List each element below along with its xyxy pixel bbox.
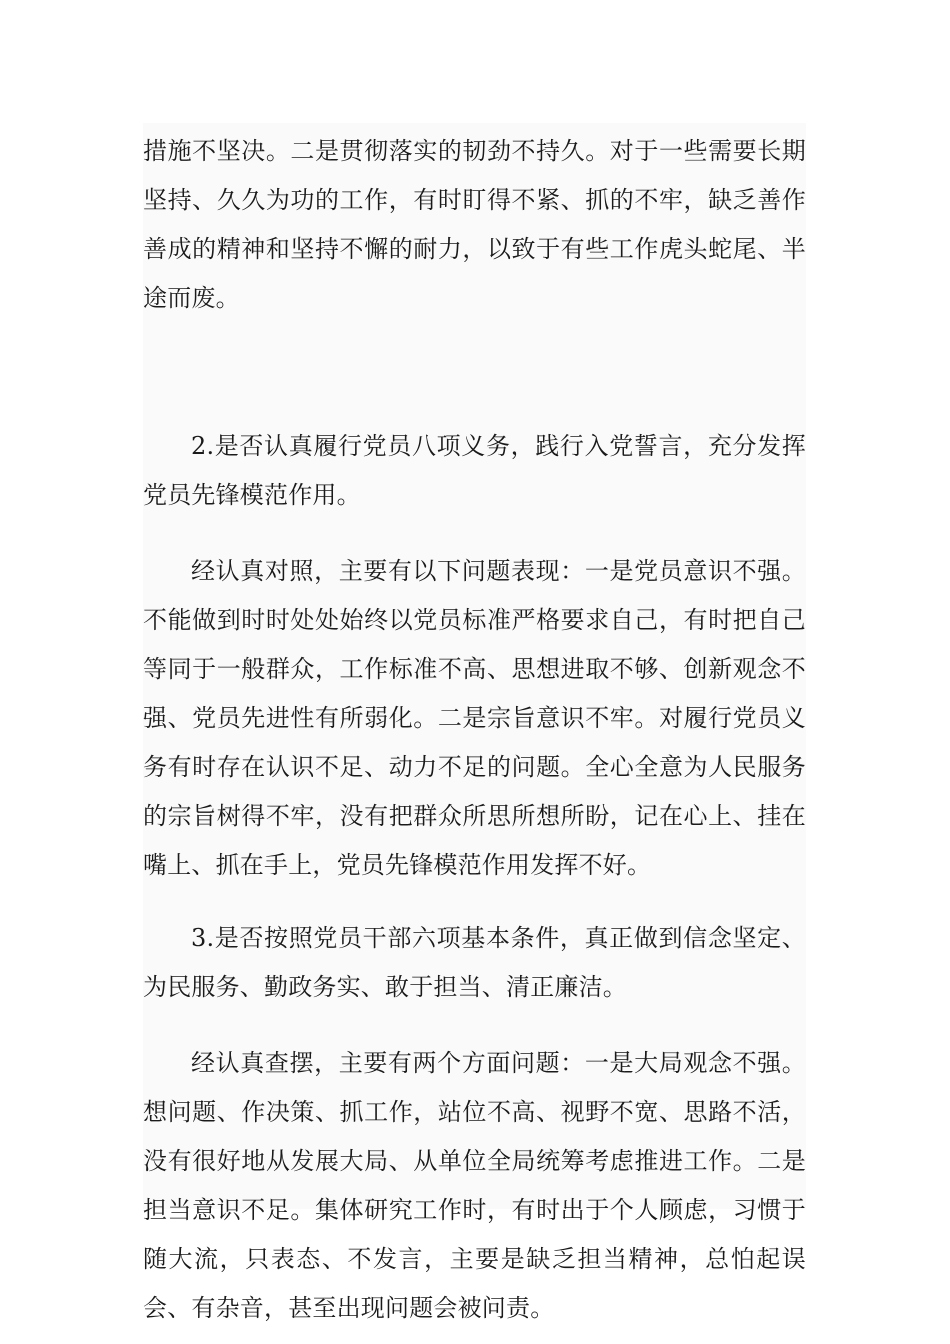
paragraph-body: 经认真对照，主要有以下问题表现：一是党员意识不强。不能做到时时处处始终以党员标准严格要求自己，有时把自己等同于一般群众，工作标准不高、思想进取不够、创新观念不强、党员先进性有所弱化。二是宗旨意识不牢。对履行党员义务有时存在认识不足、动力不足的问题。全心全意为人民服务的宗旨树得不牢，没有把群众所思所想所盼，记在心上、挂在嘴上、抓在手上，党员先锋模范作用发挥不好。: [143, 557, 806, 879]
paragraph-body: 经认真查摆，主要有两个方面问题：一是大局观念不强。想问题、作决策、抓工作，站位不高、视野不宽、思路不活，没有很好地从发展大局、从单位全局统筹考虑推进工作。二是担当意识不足。集体研究工作时，有时出于个人顾虑，习惯于随大流，只表态、不发言，主要是缺乏担当精神，总怕起误会、有杂音，甚至出现问题会被问责。: [143, 1049, 806, 1322]
document-page: [143, 123, 806, 1322]
paragraph-continuation: 措施不坚决。二是贯彻落实的韧劲不持久。对于一些需要长期坚持、久久为功的工作，有时盯得不紧、抓的不牢，缺乏善作善成的精神和坚持不懈的耐力，以致于有些工作虎头蛇尾、半途而废。: [143, 137, 806, 312]
section-heading-2: 2.是否认真履行党员八项义务，践行入党誓言，充分发挥党员先锋模范作用。: [143, 432, 806, 509]
section-heading-3: 3.是否按照党员干部六项基本条件，真正做到信念坚定、为民服务、勤政务实、敢于担当、清正廉洁。: [143, 924, 806, 1001]
